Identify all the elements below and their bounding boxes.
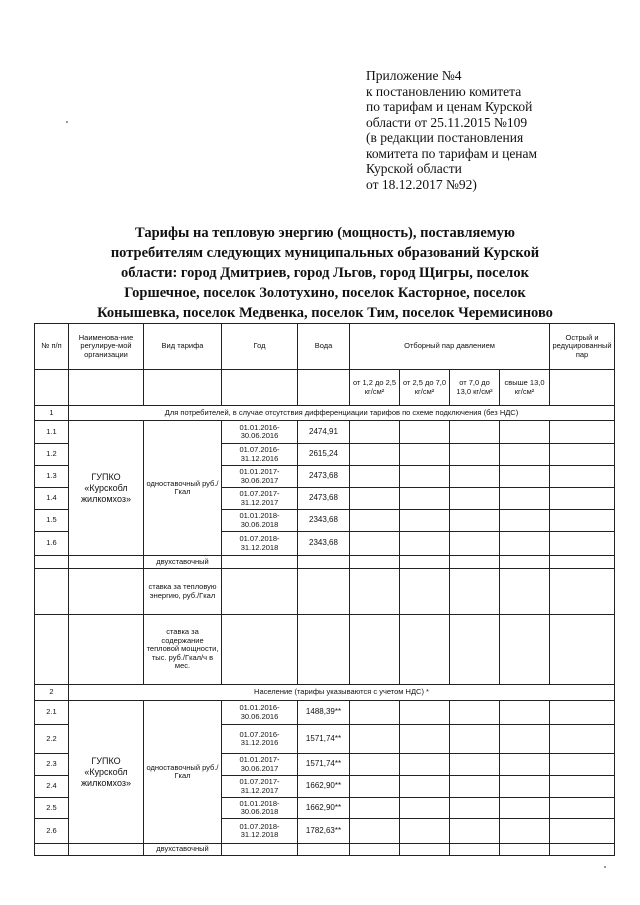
empty-cell (400, 615, 450, 685)
empty-cell (35, 556, 69, 569)
empty-cell (500, 701, 550, 725)
document-title (60, 223, 590, 323)
header-sharp-steam: Острый и редуцированный пар (550, 324, 615, 370)
water-tariff: 2343,68 (298, 532, 350, 556)
appendix-line: по тарифам и ценам Курской (366, 99, 533, 114)
tariff-type-two-part: двухставочный (144, 556, 222, 569)
empty-cell (350, 701, 400, 725)
empty-cell (400, 819, 450, 844)
period: 01.01.2017-30.06.2017 (222, 754, 298, 776)
row-num: 2.4 (35, 776, 69, 798)
appendix-line: (в редакции постановления (366, 130, 524, 145)
empty-cell (550, 569, 615, 615)
empty-cell (550, 370, 615, 406)
tariff-type-one-part: одноставочный руб./Гкал (144, 701, 222, 844)
row-num: 2.1 (35, 701, 69, 725)
empty-cell (350, 819, 400, 844)
empty-cell (450, 569, 500, 615)
empty-cell (222, 569, 298, 615)
empty-cell (500, 776, 550, 798)
header-steam: Отборный пар давлением (350, 324, 550, 370)
period: 01.07.2017-31.12.2017 (222, 488, 298, 510)
header-row (35, 324, 615, 370)
water-tariff: 2474,91 (298, 421, 350, 444)
empty-cell (350, 532, 400, 556)
empty-cell (400, 510, 450, 532)
section-row (35, 406, 615, 421)
appendix-line: Курской области (366, 161, 462, 176)
empty-cell (450, 488, 500, 510)
water-tariff: 1662,90** (298, 798, 350, 819)
period: 01.07.2018-31.12.2018 (222, 532, 298, 556)
empty-cell (500, 725, 550, 754)
table-row (35, 569, 615, 615)
header-year: Год (222, 324, 298, 370)
empty-cell (500, 798, 550, 819)
empty-cell (500, 532, 550, 556)
empty-cell (550, 798, 615, 819)
empty-cell (350, 444, 400, 466)
empty-cell (550, 701, 615, 725)
organization-name: ГУПКО «Курскобл жилкомхоз» (69, 701, 144, 844)
empty-cell (450, 701, 500, 725)
header-water: Вода (298, 324, 350, 370)
empty-cell (500, 615, 550, 685)
period: 01.01.2017-30.06.2017 (222, 466, 298, 488)
scan-speck (66, 121, 68, 123)
table-row (35, 844, 615, 856)
section-label: Население (тарифы указываются с учетом НДС) * (69, 685, 615, 701)
period: 01.01.2016-30.06.2016 (222, 701, 298, 725)
empty-cell (69, 556, 144, 569)
empty-cell (550, 532, 615, 556)
header-pressure-4: свыше 13,0 кг/см² (500, 370, 550, 406)
period: 01.01.2016-30.06.2016 (222, 421, 298, 444)
empty-cell (298, 844, 350, 856)
empty-cell (550, 556, 615, 569)
empty-cell (450, 776, 500, 798)
empty-cell (450, 444, 500, 466)
empty-cell (350, 615, 400, 685)
empty-cell (400, 532, 450, 556)
empty-cell (69, 569, 144, 615)
empty-cell (500, 488, 550, 510)
water-tariff: 2615,24 (298, 444, 350, 466)
empty-cell (550, 754, 615, 776)
empty-cell (298, 556, 350, 569)
rate-heat-energy: ставка за тепловую энергию, руб./Гкал (144, 569, 222, 615)
empty-cell (298, 370, 350, 406)
empty-cell (400, 556, 450, 569)
title-line: области: город Дмитриев, город Льгов, город Щигры, поселок (121, 265, 529, 281)
water-tariff: 1571,74** (298, 725, 350, 754)
empty-cell (450, 466, 500, 488)
title-line: Горшечное, поселок Золотухино, поселок Касторное, поселок (124, 285, 526, 301)
empty-cell (400, 569, 450, 615)
empty-cell (500, 444, 550, 466)
appendix-line: области от 25.11.2015 №109 (366, 114, 528, 130)
row-num: 1.2 (35, 444, 69, 466)
row-num: 1.3 (35, 466, 69, 488)
period: 01.07.2016-31.12.2016 (222, 444, 298, 466)
water-tariff: 1488,39** (298, 701, 350, 725)
empty-cell (450, 725, 500, 754)
row-num: 1.5 (35, 510, 69, 532)
empty-cell (550, 725, 615, 754)
empty-cell (35, 615, 69, 685)
empty-cell (500, 569, 550, 615)
title-line: потребителям следующих муниципальных образований Курской (110, 245, 540, 261)
empty-cell (222, 615, 298, 685)
row-num: 2.2 (35, 725, 69, 754)
empty-cell (350, 798, 400, 819)
row-num: 2.6 (35, 819, 69, 844)
row-num: 1.4 (35, 488, 69, 510)
empty-cell (450, 421, 500, 444)
title-line: Конышевка, поселок Медвенка, поселок Тим, поселок Черемисиново (97, 305, 553, 321)
empty-cell (450, 844, 500, 856)
organization-name: ГУПКО «Курскобл жилкомхоз» (69, 421, 144, 556)
empty-cell (550, 615, 615, 685)
rate-heat-capacity: ставка за содержание тепловой мощности, тыс. руб./Гкал/ч в мес. (144, 615, 222, 685)
empty-cell (144, 370, 222, 406)
period: 01.01.2018-30.06.2018 (222, 798, 298, 819)
table-row (35, 556, 615, 569)
scan-speck (604, 866, 606, 868)
empty-cell (450, 754, 500, 776)
table-row (35, 701, 615, 725)
section-num: 1 (35, 406, 69, 421)
period: 01.01.2018-30.06.2018 (222, 510, 298, 532)
empty-cell (500, 754, 550, 776)
header-pressure-2: от 2,5 до 7,0 кг/см² (400, 370, 450, 406)
empty-cell (350, 844, 400, 856)
empty-cell (400, 701, 450, 725)
empty-cell (500, 510, 550, 532)
empty-cell (35, 370, 69, 406)
section-label: Для потребителей, в случае отсутствия дифференциации тарифов по схеме подключения (без НДС) (69, 406, 615, 421)
empty-cell (550, 776, 615, 798)
empty-cell (350, 754, 400, 776)
empty-cell (69, 370, 144, 406)
tariff-type-one-part: одноставочный руб./Гкал (144, 421, 222, 556)
tariff-type-two-part: двухставочный (144, 844, 222, 856)
period: 01.07.2016-31.12.2016 (222, 725, 298, 754)
empty-cell (350, 725, 400, 754)
empty-cell (550, 444, 615, 466)
appendix-line: от 18.12.2017 №92) (366, 176, 477, 192)
empty-cell (350, 776, 400, 798)
empty-cell (550, 819, 615, 844)
water-tariff: 1782,63** (298, 819, 350, 844)
empty-cell (350, 510, 400, 532)
section-row (35, 685, 615, 701)
empty-cell (500, 466, 550, 488)
water-tariff: 1571,74** (298, 754, 350, 776)
appendix-line: к постановлению комитета (366, 83, 522, 99)
empty-cell (35, 569, 69, 615)
header-pressure-3: от 7,0 до 13,0 кг/см² (450, 370, 500, 406)
appendix-reference (366, 68, 626, 192)
empty-cell (500, 819, 550, 844)
empty-cell (35, 844, 69, 856)
empty-cell (400, 798, 450, 819)
empty-cell (298, 615, 350, 685)
tariff-table (34, 323, 615, 856)
empty-cell (450, 819, 500, 844)
row-num: 2.5 (35, 798, 69, 819)
empty-cell (400, 444, 450, 466)
empty-cell (350, 488, 400, 510)
empty-cell (550, 466, 615, 488)
header-num: № п/п (35, 324, 69, 370)
header-subrow (35, 370, 615, 406)
empty-cell (400, 725, 450, 754)
empty-cell (450, 510, 500, 532)
water-tariff: 2343,68 (298, 510, 350, 532)
empty-cell (350, 569, 400, 615)
period: 01.07.2017-31.12.2017 (222, 776, 298, 798)
empty-cell (500, 844, 550, 856)
appendix-line: комитета по тарифам и ценам (366, 145, 538, 161)
empty-cell (222, 556, 298, 569)
empty-cell (69, 844, 144, 856)
header-org: Наименова-ние регулируе-мой организации (69, 324, 144, 370)
empty-cell (350, 421, 400, 444)
row-num: 1.1 (35, 421, 69, 444)
empty-cell (298, 569, 350, 615)
period: 01.07.2018-31.12.2018 (222, 819, 298, 844)
header-tariff-type: Вид тарифа (144, 324, 222, 370)
water-tariff: 2473,68 (298, 466, 350, 488)
title-line: Тарифы на тепловую энергию (мощность), поставляемую (135, 225, 515, 241)
empty-cell (69, 615, 144, 685)
empty-cell (222, 370, 298, 406)
empty-cell (550, 421, 615, 444)
empty-cell (500, 556, 550, 569)
empty-cell (450, 556, 500, 569)
empty-cell (350, 556, 400, 569)
appendix-line: Приложение №4 (366, 68, 462, 83)
empty-cell (400, 488, 450, 510)
empty-cell (500, 421, 550, 444)
water-tariff: 2473,68 (298, 488, 350, 510)
water-tariff: 1662,90** (298, 776, 350, 798)
empty-cell (350, 466, 400, 488)
empty-cell (400, 421, 450, 444)
empty-cell (222, 844, 298, 856)
row-num: 2.3 (35, 754, 69, 776)
table-row (35, 615, 615, 685)
table-row (35, 421, 615, 444)
header-pressure-1: от 1,2 до 2,5 кг/см² (350, 370, 400, 406)
empty-cell (400, 466, 450, 488)
empty-cell (550, 510, 615, 532)
empty-cell (550, 844, 615, 856)
empty-cell (450, 532, 500, 556)
empty-cell (400, 754, 450, 776)
empty-cell (450, 798, 500, 819)
empty-cell (400, 776, 450, 798)
empty-cell (550, 488, 615, 510)
row-num: 1.6 (35, 532, 69, 556)
empty-cell (400, 844, 450, 856)
empty-cell (450, 615, 500, 685)
section-num: 2 (35, 685, 69, 701)
